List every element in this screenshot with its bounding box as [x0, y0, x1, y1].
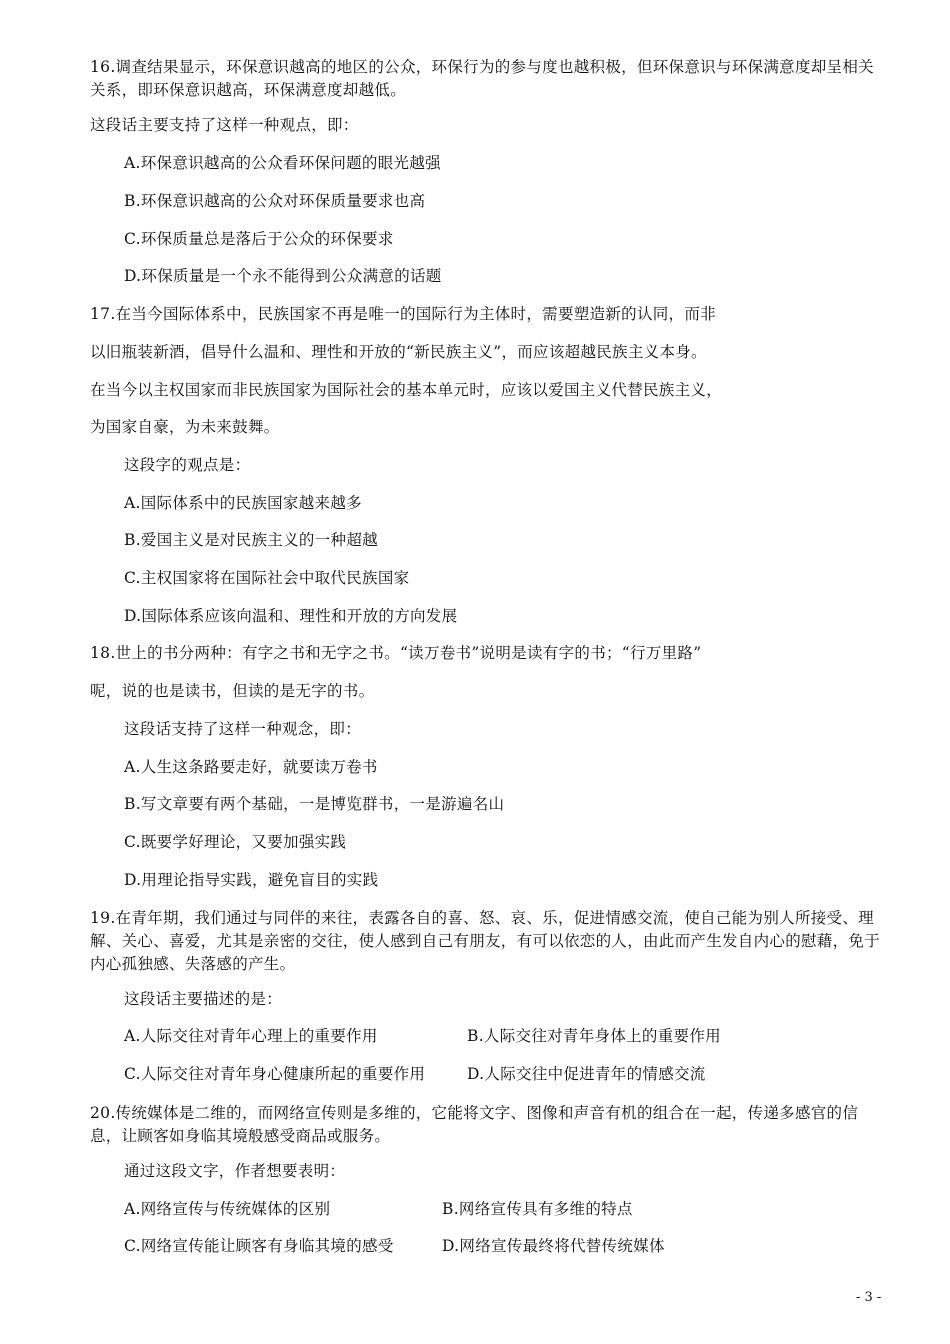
question-18-option-a: A.人生这条路要走好，就要读万卷书: [124, 758, 378, 776]
question-20-stem: 20.传统媒体是二维的，而网络宣传则是多维的，它能将文字、图像和声音有机的组合在一起，传递多感官的信息，让顾客如身临其境般感受商品或服务。: [90, 1104, 859, 1145]
question-18-prompt: 这段话支持了这样一种观念，即：: [124, 720, 362, 738]
question-16-option-c: C.环保质量总是落后于公众的环保要求: [124, 230, 394, 248]
question-17-stem-line-4: 为国家自豪，为未来鼓舞。: [90, 418, 280, 436]
question-19-prompt: 这段话主要描述的是：: [124, 990, 283, 1008]
question-20-option-b: B.网络宣传具有多维的特点: [442, 1200, 633, 1218]
question-18-option-b: B.写文章要有两个基础，一是博览群书，一是游遍名山: [124, 795, 505, 813]
question-19-option-d: D.人际交往中促进青年的情感交流: [467, 1065, 706, 1083]
question-17-option-a: A.国际体系中的民族国家越来越多: [124, 494, 362, 512]
question-18-stem-line-1: 18.世上的书分两种：有字之书和无字之书。“读万卷书”说明是读有字的书；“行万里路”: [90, 644, 702, 662]
question-17-option-c: C.主权国家将在国际社会中取代民族国家: [124, 569, 410, 587]
question-19-stem: 19.在青年期，我们通过与同伴的来往，表露各自的喜、怒、哀、乐，促进情感交流，使自己能为别人所接受、理解、关心、喜爱，尤其是亲密的交往，使人感到自己有朋友，有可以依恋的人，由此而产生发自内心的慰藉，免于内心孤独感、失落感的产生。: [90, 909, 881, 973]
question-20-prompt: 通过这段文字，作者想要表明：: [124, 1162, 346, 1180]
question-16-option-b: B.环保意识越高的公众对环保质量要求也高: [124, 192, 426, 210]
question-17-prompt: 这段字的观点是：: [124, 456, 251, 474]
question-17-stem-line-2: 以旧瓶装新酒，倡导什么温和、理性和开放的“新民族主义”，而应该超越民族主义本身。: [90, 343, 707, 361]
question-20-option-c: C.网络宣传能让顾客有身临其境的感受: [124, 1237, 394, 1255]
question-16-prompt: 这段话主要支持了这样一种观点，即：: [90, 116, 359, 134]
question-16-stem: 16.调查结果显示，环保意识越高的地区的公众，环保行为的参与度也越积极，但环保意识与环保满意度却呈相关关系，即环保意识越高，环保满意度却越低。: [90, 58, 874, 99]
question-17-option-d: D.国际体系应该向温和、理性和开放的方向发展: [124, 607, 458, 625]
question-16-option-d: D.环保质量是一个永不能得到公众满意的话题: [124, 267, 442, 285]
page-number: - 3 -: [856, 1290, 882, 1305]
question-19-option-a: A.人际交往对青年心理上的重要作用: [124, 1027, 378, 1045]
question-16-option-a: A.环保意识越高的公众看环保问题的眼光越强: [124, 154, 441, 172]
question-17-option-b: B.爱国主义是对民族主义的一种超越: [124, 531, 378, 549]
question-18-option-c: C.既要学好理论，又要加强实践: [124, 833, 347, 851]
question-19-option-c: C.人际交往对青年身心健康所起的重要作用: [124, 1065, 426, 1083]
question-20-option-a: A.网络宣传与传统媒体的区别: [124, 1200, 331, 1218]
question-18-option-d: D.用理论指导实践，避免盲目的实践: [124, 871, 379, 889]
question-20-option-d: D.网络宣传最终将代替传统媒体: [442, 1237, 665, 1255]
question-18-stem-line-2: 呢，说的也是读书，但读的是无字的书。: [90, 682, 375, 700]
question-17-stem-line-3: 在当今以主权国家而非民族国家为国际社会的基本单元时，应该以爱国主义代替民族主义，: [90, 381, 723, 399]
question-19-option-b: B.人际交往对青年身体上的重要作用: [467, 1027, 721, 1045]
question-17-stem-line-1: 17.在当今国际体系中，民族国家不再是唯一的国际行为主体时，需要塑造新的认同，而非: [90, 305, 716, 323]
